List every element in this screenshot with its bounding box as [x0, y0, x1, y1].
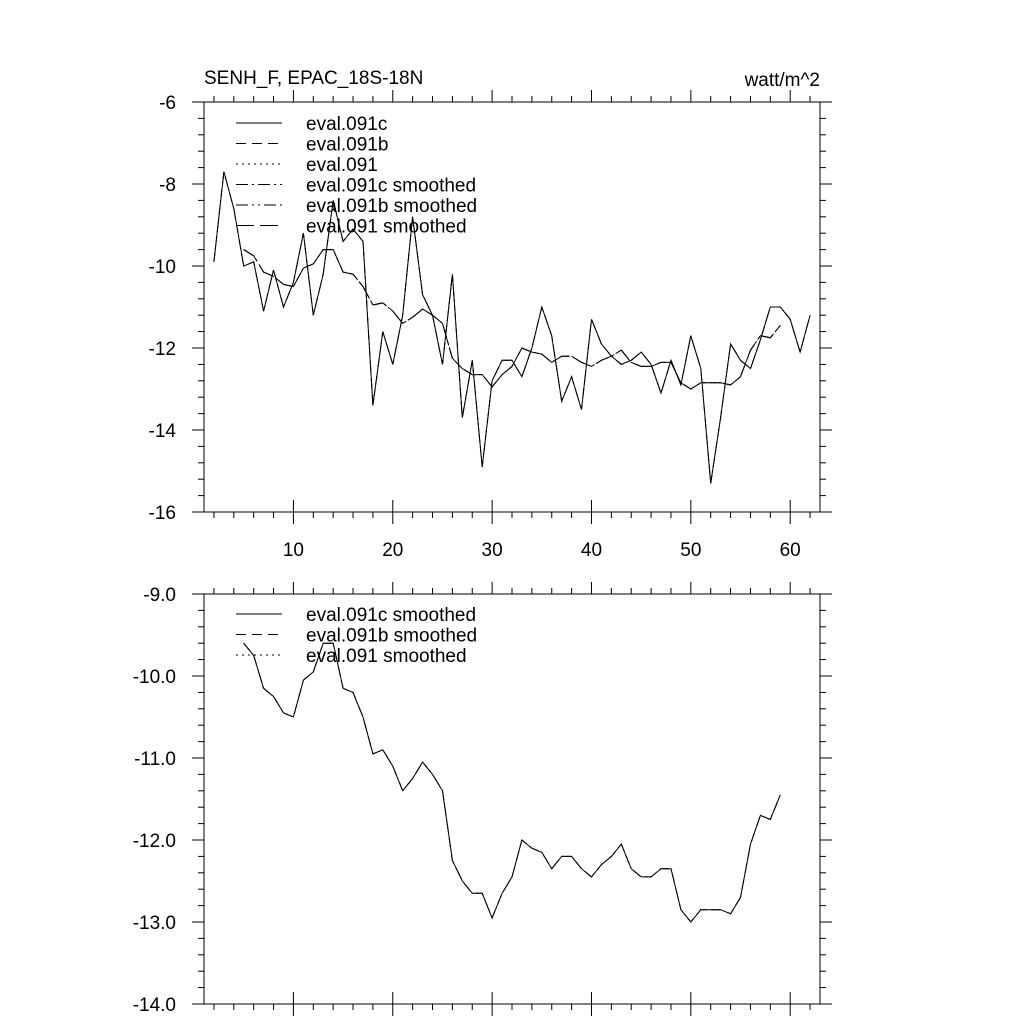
y-tick-label: -16: [148, 503, 176, 524]
y-tick-label: -9.0: [143, 585, 176, 606]
top-panel: [149, 68, 832, 561]
legend-label: eval.091b smoothed: [306, 625, 478, 647]
y-tick-label: -10.0: [132, 667, 176, 688]
y-tick-label: -14.0: [132, 995, 176, 1016]
series-line: [244, 643, 781, 922]
legend-label: eval.091c: [306, 114, 388, 135]
legend-label: eval.091c smoothed: [306, 605, 477, 626]
x-tick-label: 10: [282, 540, 304, 561]
x-tick-label: 30: [481, 540, 503, 561]
series-line: [244, 643, 781, 922]
legend-label: eval.091: [306, 155, 378, 176]
series-line: [214, 172, 810, 484]
y-tick-label: -6: [159, 93, 176, 114]
y-tick-label: -12: [148, 339, 176, 360]
y-tick-label: -13.0: [132, 913, 176, 934]
legend-label: eval.091 smoothed: [306, 216, 467, 238]
y-tick-label: -12.0: [132, 831, 176, 852]
x-tick-label: 20: [382, 540, 404, 561]
x-tick-label: 50: [680, 540, 702, 561]
series-line: [214, 172, 810, 484]
series-line: [214, 172, 810, 484]
y-tick-label: -14: [148, 421, 176, 442]
x-tick-label: 40: [580, 540, 603, 561]
chart-title: SENH_F, EPAC_18S-18N: [204, 68, 424, 89]
plot-frame: [204, 594, 820, 1004]
y-tick-label: -10: [148, 257, 176, 278]
bottom-panel: [133, 582, 832, 1016]
plot-frame: [204, 102, 820, 512]
legend-label: eval.091b: [306, 134, 389, 156]
legend-label: eval.091 smoothed: [306, 646, 467, 667]
y-tick-label: -11.0: [134, 749, 176, 770]
legend-label: eval.091c smoothed: [306, 175, 477, 197]
units-label: watt/m^2: [744, 70, 820, 91]
legend-label: eval.091b smoothed: [306, 196, 478, 217]
x-tick-label: 60: [779, 540, 801, 561]
series-line: [244, 643, 781, 922]
y-tick-label: -8: [159, 175, 176, 196]
